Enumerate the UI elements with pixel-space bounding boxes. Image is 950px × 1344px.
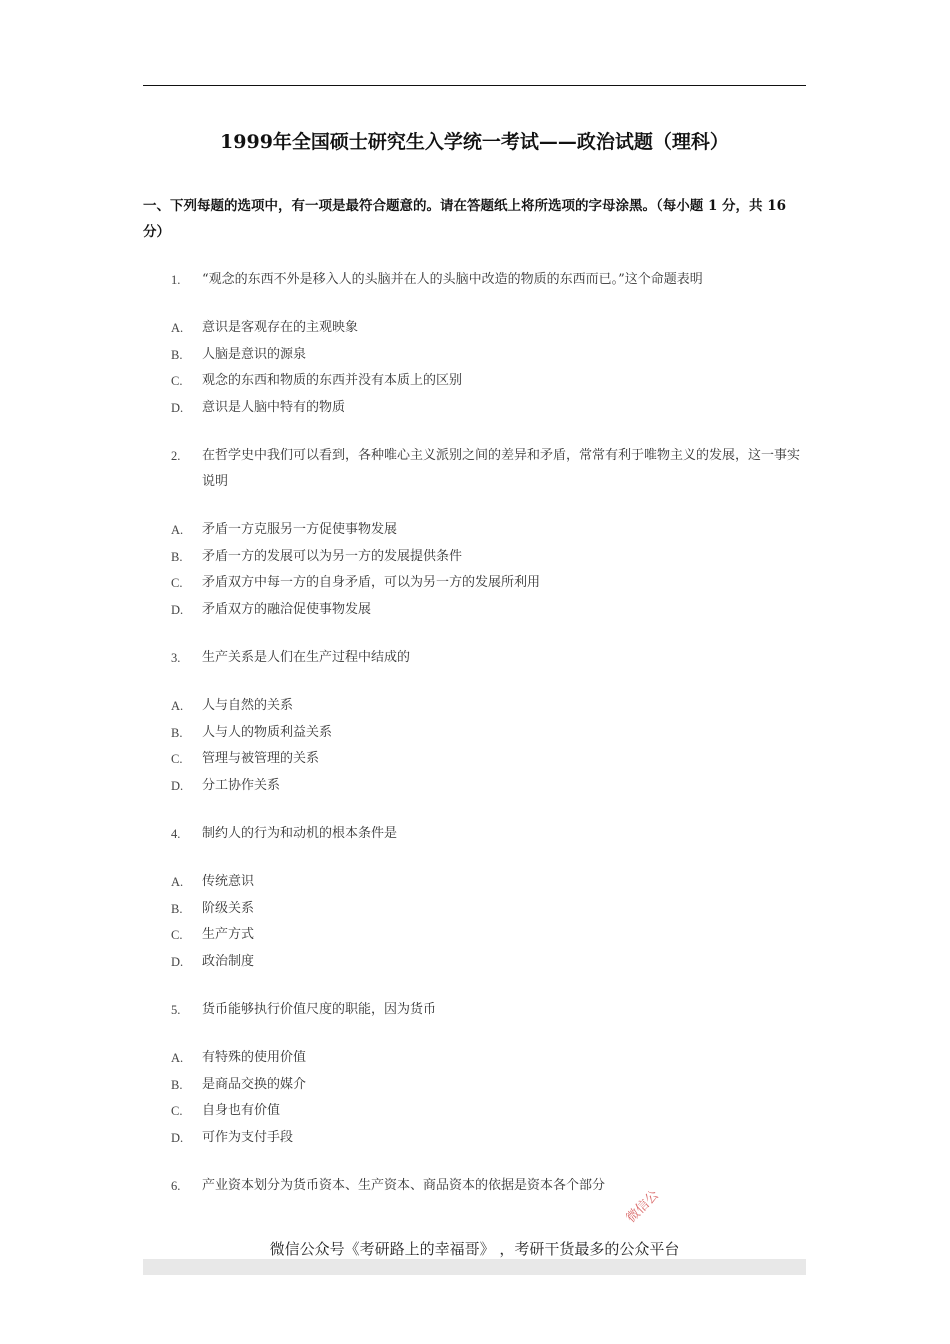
question-number: 6.	[171, 1179, 181, 1193]
page-title: 1999年全国硕士研究生入学统一考试——政治试题（理科）	[220, 131, 729, 153]
question-list	[0, 267, 950, 1199]
option-text: 意识是客观存在的主观映象	[202, 320, 359, 335]
question-text: 货币能够执行价值尺度的职能，因为货币	[202, 1002, 437, 1017]
option-letter: C.	[171, 1104, 183, 1118]
option-1a	[0, 315, 950, 342]
option-letter: D.	[171, 954, 184, 969]
option-letter: B.	[171, 901, 183, 916]
option-letter: B.	[171, 725, 183, 740]
option-letter: D.	[171, 1130, 184, 1145]
question-6	[0, 1173, 950, 1199]
option-text: 管理与被管理的关系	[202, 751, 320, 766]
option-text: 矛盾一方克服另一方促使事物发展	[202, 522, 398, 537]
option-3c	[0, 746, 950, 773]
option-4c	[0, 922, 950, 949]
footer-text: 微信公众号《考研路上的幸福哥》 ，考研干货最多的公众平台	[269, 1240, 680, 1258]
option-2b	[0, 544, 950, 571]
option-5c	[0, 1098, 950, 1125]
option-5a	[0, 1045, 950, 1072]
option-letter: C.	[171, 576, 183, 590]
question-5	[0, 997, 950, 1023]
question-3	[0, 645, 950, 671]
option-1b	[0, 342, 950, 369]
option-letter: D.	[171, 602, 184, 617]
option-2c	[0, 570, 950, 597]
question-number: 5.	[171, 1003, 181, 1017]
option-text: 政治制度	[202, 953, 255, 969]
option-letter: C.	[171, 752, 183, 766]
option-1c	[0, 368, 950, 395]
option-text: 矛盾双方的融洽促使事物发展	[202, 601, 372, 617]
option-5d	[0, 1125, 950, 1152]
question-number: 2.	[171, 449, 181, 463]
option-text: 矛盾双方中每一方的自身矛盾，可以为另一方的发展所利用	[202, 575, 541, 590]
option-text: 观念的东西和物质的东西并没有本质上的区别	[202, 373, 463, 388]
option-letter: B.	[171, 549, 183, 564]
question-number: 4.	[171, 827, 181, 841]
option-text: 可作为支付手段	[202, 1129, 294, 1145]
option-text: 有特殊的使用价值	[202, 1050, 307, 1065]
option-letter: A.	[171, 523, 184, 537]
section-heading: 一、下列每题的选项中，有一项是最符合题意的。请在答题纸上将所选项的字母涂黑。（每小题 1 分，共 16 分）	[143, 198, 787, 240]
option-2a	[0, 517, 950, 544]
option-letter: D.	[171, 778, 184, 793]
option-letter: D.	[171, 400, 184, 415]
option-letter: A.	[171, 875, 184, 889]
question-number: 1.	[171, 273, 181, 287]
option-letter: B.	[171, 347, 183, 362]
option-letter: B.	[171, 1077, 183, 1092]
option-text: 意识是人脑中特有的物质	[202, 399, 346, 415]
option-text: 人与人的物质利益关系	[202, 724, 333, 740]
option-letter: A.	[171, 1051, 184, 1065]
question-text: 产业资本划分为货币资本、生产资本、商品资本的依据是资本各个部分	[202, 1178, 606, 1193]
option-text: 人与自然的关系	[202, 698, 294, 713]
option-4a	[0, 869, 950, 896]
option-3a	[0, 693, 950, 720]
question-text: “观念的东西不外是移入人的头脑并在人的头脑中改造的物质的东西而已。”这个命题表明	[202, 272, 703, 287]
option-letter: A.	[171, 321, 184, 335]
question-text: 制约人的行为和动机的根本条件是	[202, 826, 398, 841]
option-text: 矛盾一方的发展可以为另一方的发展提供条件	[202, 548, 463, 564]
option-text: 人脑是意识的源泉	[202, 346, 307, 362]
question-1	[0, 267, 950, 293]
option-text: 是商品交换的媒介	[202, 1076, 307, 1092]
option-2d	[0, 597, 950, 624]
top-rule	[143, 85, 806, 86]
option-3d	[0, 773, 950, 800]
option-text: 传统意识	[202, 874, 255, 889]
option-text: 分工协作关系	[202, 777, 281, 793]
option-letter: A.	[171, 699, 184, 713]
option-5b	[0, 1072, 950, 1099]
question-4	[0, 821, 950, 847]
option-4b	[0, 896, 950, 923]
question-text: 在哲学史中我们可以看到，各种唯心主义派别之间的差异和矛盾，常常有利于唯物主义的发展，这一事实说明	[202, 448, 801, 489]
question-2	[0, 443, 950, 495]
question-text: 生产关系是人们在生产过程中结成的	[202, 650, 411, 665]
footer-bar	[143, 1259, 806, 1275]
option-text: 阶级关系	[202, 900, 255, 916]
question-number: 3.	[171, 651, 181, 665]
option-letter: C.	[171, 928, 183, 942]
watermark-stamp: 微信公	[623, 1187, 663, 1227]
option-text: 自身也有价值	[202, 1103, 281, 1118]
option-3b	[0, 720, 950, 747]
option-letter: C.	[171, 374, 183, 388]
option-text: 生产方式	[202, 927, 255, 942]
option-1d	[0, 395, 950, 422]
option-4d	[0, 949, 950, 976]
